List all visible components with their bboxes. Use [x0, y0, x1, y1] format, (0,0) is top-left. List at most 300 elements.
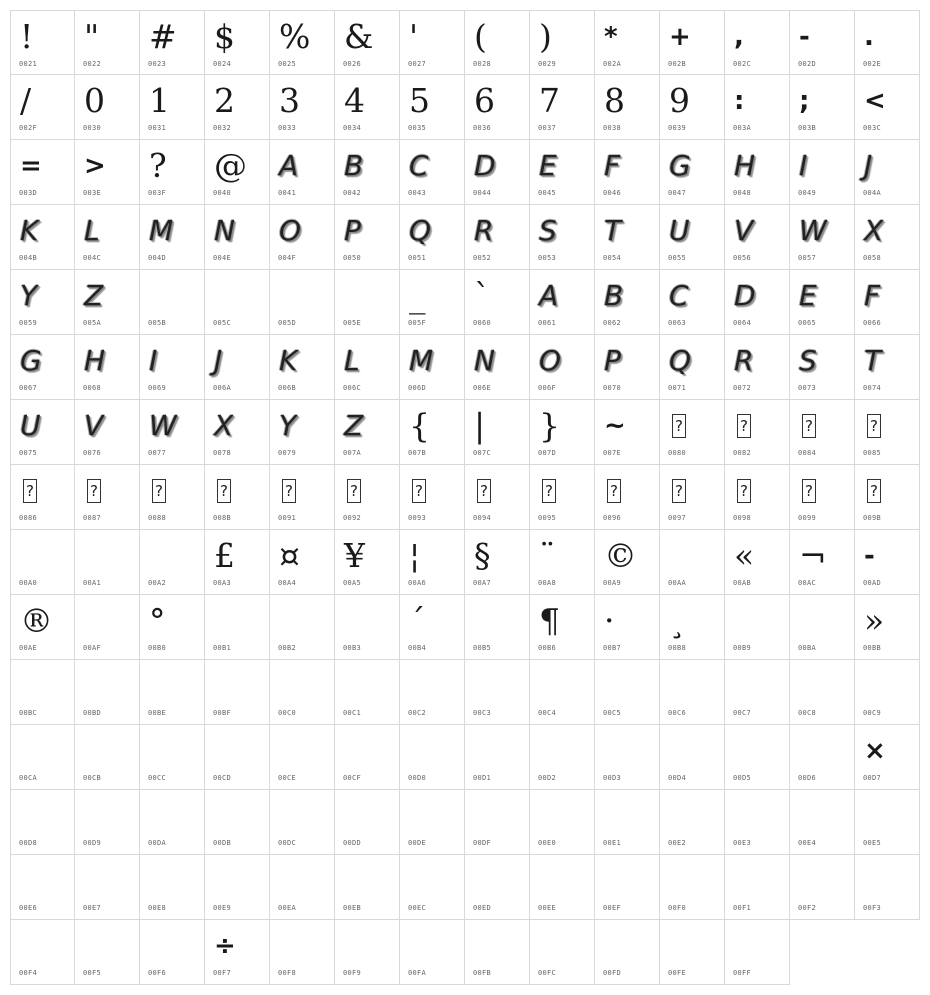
glyph-cell[interactable] [335, 920, 400, 985]
glyph-cell[interactable] [140, 140, 205, 205]
glyph-cell[interactable] [790, 465, 855, 530]
glyph-cell[interactable] [140, 270, 205, 335]
codepoint-label: 0051 [408, 254, 427, 262]
glyph-cell[interactable] [75, 595, 140, 660]
glyph-cell[interactable] [205, 725, 270, 790]
glyph-cell[interactable] [725, 335, 790, 400]
glyph-cell[interactable] [75, 530, 140, 595]
glyph-cell[interactable] [855, 790, 920, 855]
glyph-cell[interactable] [595, 400, 660, 465]
glyph-cell[interactable] [140, 855, 205, 920]
glyph-cell[interactable] [725, 660, 790, 725]
glyph-cell[interactable] [140, 465, 205, 530]
glyph-cell[interactable] [75, 10, 140, 75]
glyph-cell[interactable] [465, 855, 530, 920]
glyph-cell[interactable] [75, 400, 140, 465]
codepoint-label: 0061 [538, 319, 557, 327]
glyph-cell[interactable] [10, 465, 75, 530]
glyph-cell[interactable] [10, 920, 75, 985]
glyph-character: C [669, 279, 689, 312]
glyph-cell[interactable] [75, 920, 140, 985]
glyph-cell[interactable] [530, 530, 595, 595]
glyph-cell[interactable] [400, 335, 465, 400]
glyph-cell[interactable] [855, 270, 920, 335]
glyph-cell[interactable] [400, 270, 465, 335]
missing-glyph-icon: ? [802, 479, 816, 503]
glyph-cell[interactable] [205, 790, 270, 855]
glyph-cell[interactable] [595, 790, 660, 855]
glyph-cell[interactable] [530, 270, 595, 335]
glyph-cell[interactable] [660, 790, 725, 855]
codepoint-label: 00D5 [733, 774, 752, 782]
glyph-cell[interactable] [465, 595, 530, 660]
glyph-cell[interactable] [270, 140, 335, 205]
codepoint-label: 006F [538, 384, 557, 392]
glyph-cell[interactable] [855, 855, 920, 920]
codepoint-label: 0048 [733, 189, 752, 197]
glyph-cell[interactable] [465, 270, 530, 335]
codepoint-label: 00D6 [798, 774, 817, 782]
glyph-cell[interactable] [855, 660, 920, 725]
glyph-cell[interactable] [790, 205, 855, 270]
glyph-cell[interactable] [140, 790, 205, 855]
glyph-character: < [864, 86, 886, 116]
glyph-cell[interactable] [270, 400, 335, 465]
codepoint-label: 005C [213, 319, 232, 327]
codepoint-label: 00FE [668, 969, 687, 977]
glyph-cell[interactable] [10, 725, 75, 790]
glyph-cell[interactable] [400, 75, 465, 140]
glyph-character: ! [20, 17, 34, 56]
codepoint-label: 0068 [83, 384, 102, 392]
glyph-cell[interactable] [75, 270, 140, 335]
codepoint-label: 0085 [863, 449, 882, 457]
glyph-cell[interactable] [335, 10, 400, 75]
glyph-cell[interactable] [205, 400, 270, 465]
glyph-cell[interactable] [140, 205, 205, 270]
missing-glyph-icon: ? [412, 479, 426, 503]
glyph-cell[interactable] [270, 855, 335, 920]
glyph-cell[interactable] [660, 855, 725, 920]
glyph-cell[interactable] [335, 270, 400, 335]
glyph-cell[interactable] [660, 10, 725, 75]
glyph-cell[interactable] [205, 335, 270, 400]
glyph-cell[interactable] [335, 855, 400, 920]
glyph-cell[interactable] [790, 10, 855, 75]
glyph-cell[interactable] [140, 920, 205, 985]
glyph-cell[interactable] [335, 725, 400, 790]
glyph-character: E [799, 279, 817, 312]
glyph-character: M [149, 214, 174, 247]
glyph-cell[interactable] [855, 335, 920, 400]
glyph-cell[interactable] [335, 465, 400, 530]
codepoint-label: 0094 [473, 514, 492, 522]
glyph-cell[interactable] [270, 660, 335, 725]
glyph-cell[interactable] [725, 530, 790, 595]
glyph-cell[interactable] [595, 270, 660, 335]
glyph-cell[interactable] [855, 400, 920, 465]
glyph-cell[interactable] [465, 465, 530, 530]
glyph-cell[interactable] [335, 205, 400, 270]
glyph-cell[interactable] [10, 335, 75, 400]
glyph-character: F [604, 149, 621, 182]
glyph-cell[interactable] [530, 595, 595, 660]
glyph-character: , [734, 22, 744, 52]
glyph-cell[interactable] [10, 595, 75, 660]
glyph-character: N [474, 344, 495, 377]
glyph-cell[interactable] [725, 400, 790, 465]
glyph-cell[interactable] [205, 270, 270, 335]
glyph-cell[interactable] [270, 465, 335, 530]
glyph-cell[interactable] [790, 855, 855, 920]
glyph-cell[interactable] [270, 10, 335, 75]
glyph-cell[interactable] [595, 465, 660, 530]
codepoint-label: 0071 [668, 384, 687, 392]
glyph-cell[interactable] [790, 140, 855, 205]
glyph-cell[interactable] [660, 140, 725, 205]
glyph-cell[interactable] [855, 595, 920, 660]
glyph-cell[interactable] [140, 400, 205, 465]
glyph-cell[interactable] [595, 205, 660, 270]
glyph-character: 9 [669, 81, 690, 120]
glyph-character: W [799, 214, 827, 247]
glyph-cell[interactable] [335, 530, 400, 595]
glyph-cell[interactable] [530, 725, 595, 790]
codepoint-label: 0080 [668, 449, 687, 457]
glyph-cell[interactable] [205, 10, 270, 75]
codepoint-label: 00D3 [603, 774, 622, 782]
glyph-cell[interactable] [595, 335, 660, 400]
glyph-cell[interactable] [530, 140, 595, 205]
glyph-cell[interactable] [205, 855, 270, 920]
glyph-cell[interactable] [725, 725, 790, 790]
glyph-cell[interactable] [790, 660, 855, 725]
glyph-character: 5 [409, 81, 430, 120]
glyph-character: K [279, 344, 298, 377]
glyph-cell[interactable] [75, 140, 140, 205]
codepoint-label: 00F4 [19, 969, 38, 977]
codepoint-label: 00E8 [148, 904, 167, 912]
glyph-character: " [84, 17, 100, 56]
codepoint-label: 00F5 [83, 969, 102, 977]
glyph-cell[interactable] [140, 530, 205, 595]
glyph-cell[interactable] [660, 595, 725, 660]
glyph-cell[interactable] [660, 335, 725, 400]
glyph-cell[interactable] [855, 10, 920, 75]
glyph-cell[interactable] [595, 75, 660, 140]
glyph-cell[interactable] [465, 725, 530, 790]
glyph-cell[interactable] [205, 205, 270, 270]
glyph-cell[interactable] [140, 660, 205, 725]
missing-glyph-icon: ? [477, 479, 491, 503]
glyph-cell[interactable] [75, 75, 140, 140]
glyph-cell[interactable] [595, 725, 660, 790]
glyph-cell[interactable] [10, 205, 75, 270]
glyph-character: J [864, 149, 873, 182]
glyph-cell[interactable] [205, 595, 270, 660]
glyph-character: N [214, 214, 235, 247]
codepoint-label: 00C9 [863, 709, 882, 717]
glyph-cell[interactable] [10, 530, 75, 595]
glyph-cell[interactable] [660, 725, 725, 790]
glyph-cell[interactable] [270, 530, 335, 595]
glyph-cell[interactable] [530, 790, 595, 855]
glyph-cell[interactable] [790, 595, 855, 660]
glyph-cell[interactable] [75, 335, 140, 400]
glyph-cell[interactable] [400, 465, 465, 530]
glyph-cell[interactable] [660, 75, 725, 140]
glyph-cell[interactable] [205, 465, 270, 530]
glyph-cell[interactable] [10, 660, 75, 725]
glyph-cell[interactable] [595, 10, 660, 75]
glyph-character: O [279, 214, 302, 247]
glyph-cell[interactable] [530, 465, 595, 530]
codepoint-label: 00AA [668, 579, 687, 587]
codepoint-label: 00AC [798, 579, 817, 587]
glyph-cell[interactable] [790, 790, 855, 855]
glyph-cell[interactable] [725, 10, 790, 75]
glyph-character: E [539, 149, 557, 182]
codepoint-label: 0065 [798, 319, 817, 327]
glyph-cell[interactable] [75, 205, 140, 270]
glyph-cell[interactable] [465, 400, 530, 465]
codepoint-label: 00FF [733, 969, 752, 977]
glyph-character: $ [214, 17, 235, 56]
glyph-cell[interactable] [725, 595, 790, 660]
glyph-cell[interactable] [595, 660, 660, 725]
glyph-cell[interactable] [595, 530, 660, 595]
glyph-cell[interactable] [75, 725, 140, 790]
glyph-character: _ [409, 276, 426, 315]
glyph-cell[interactable] [725, 75, 790, 140]
glyph-cell[interactable] [270, 595, 335, 660]
glyph-cell[interactable] [75, 855, 140, 920]
glyph-cell[interactable] [725, 855, 790, 920]
glyph-cell[interactable] [660, 205, 725, 270]
glyph-cell[interactable] [790, 530, 855, 595]
codepoint-label: 0077 [148, 449, 167, 457]
glyph-cell[interactable] [10, 10, 75, 75]
codepoint-label: 00D0 [408, 774, 427, 782]
glyph-cell[interactable] [790, 75, 855, 140]
glyph-cell[interactable] [400, 400, 465, 465]
codepoint-label: 00B8 [668, 644, 687, 652]
codepoint-label: 00A4 [278, 579, 297, 587]
glyph-cell[interactable] [855, 205, 920, 270]
codepoint-label: 00C5 [603, 709, 622, 717]
glyph-cell[interactable] [790, 400, 855, 465]
glyph-cell[interactable] [790, 270, 855, 335]
glyph-cell[interactable] [465, 140, 530, 205]
codepoint-label: 00C6 [668, 709, 687, 717]
codepoint-label: 0062 [603, 319, 622, 327]
glyph-cell[interactable] [400, 530, 465, 595]
glyph-cell[interactable] [140, 10, 205, 75]
glyph-cell[interactable] [660, 920, 725, 985]
glyph-cell[interactable] [400, 920, 465, 985]
glyph-cell[interactable] [660, 660, 725, 725]
glyph-cell[interactable] [465, 335, 530, 400]
glyph-character: ° [149, 601, 166, 640]
codepoint-label: 00C0 [278, 709, 297, 717]
glyph-character: · [604, 601, 615, 640]
glyph-character: H [734, 149, 756, 182]
codepoint-label: 00DF [473, 839, 492, 847]
codepoint-label: 0054 [603, 254, 622, 262]
glyph-cell[interactable] [725, 205, 790, 270]
glyph-cell[interactable] [400, 790, 465, 855]
codepoint-label: 0060 [473, 319, 492, 327]
codepoint-label: 003C [863, 124, 882, 132]
glyph-cell[interactable] [660, 400, 725, 465]
glyph-cell[interactable] [140, 75, 205, 140]
glyph-cell[interactable] [465, 920, 530, 985]
glyph-character: ¶ [539, 601, 560, 640]
glyph-cell[interactable] [270, 790, 335, 855]
glyph-cell[interactable] [465, 530, 530, 595]
glyph-character: W [149, 409, 177, 442]
glyph-cell[interactable] [530, 855, 595, 920]
glyph-cell[interactable] [855, 725, 920, 790]
codepoint-label: 006C [343, 384, 362, 392]
glyph-cell[interactable] [595, 920, 660, 985]
missing-glyph-icon: ? [802, 414, 816, 438]
glyph-cell[interactable] [725, 140, 790, 205]
glyph-cell[interactable] [10, 270, 75, 335]
glyph-cell[interactable] [335, 790, 400, 855]
codepoint-label: 00E7 [83, 904, 102, 912]
glyph-cell[interactable] [270, 205, 335, 270]
glyph-character: { [409, 406, 430, 445]
glyph-cell[interactable] [75, 660, 140, 725]
glyph-cell[interactable] [725, 920, 790, 985]
glyph-cell[interactable] [140, 595, 205, 660]
glyph-cell[interactable] [595, 140, 660, 205]
glyph-cell[interactable] [205, 920, 270, 985]
glyph-character: ® [20, 601, 53, 640]
glyph-character: 2 [214, 81, 235, 120]
glyph-cell[interactable] [400, 595, 465, 660]
glyph-cell[interactable] [465, 205, 530, 270]
glyph-cell[interactable] [465, 10, 530, 75]
glyph-cell[interactable] [465, 660, 530, 725]
glyph-cell[interactable] [10, 855, 75, 920]
glyph-cell[interactable] [660, 465, 725, 530]
codepoint-label: 0078 [213, 449, 232, 457]
glyph-cell[interactable] [10, 400, 75, 465]
codepoint-label: 002D [798, 60, 817, 68]
glyph-cell[interactable] [205, 660, 270, 725]
codepoint-label: 0052 [473, 254, 492, 262]
glyph-cell[interactable] [855, 140, 920, 205]
glyph-cell[interactable] [725, 465, 790, 530]
glyph-cell[interactable] [140, 725, 205, 790]
glyph-cell[interactable] [270, 270, 335, 335]
glyph-cell[interactable] [335, 75, 400, 140]
codepoint-label: 0066 [863, 319, 882, 327]
glyph-character: A [539, 279, 559, 312]
glyph-cell[interactable] [530, 10, 595, 75]
glyph-cell[interactable] [335, 400, 400, 465]
glyph-cell[interactable] [270, 75, 335, 140]
glyph-cell[interactable] [530, 205, 595, 270]
glyph-character: V [734, 214, 754, 247]
glyph-cell[interactable] [725, 790, 790, 855]
glyph-cell[interactable] [790, 335, 855, 400]
glyph-cell[interactable] [465, 75, 530, 140]
glyph-character: . [864, 22, 874, 52]
glyph-character: ) [539, 17, 552, 56]
glyph-character: R [474, 214, 494, 247]
glyph-cell[interactable] [530, 400, 595, 465]
glyph-cell[interactable] [75, 790, 140, 855]
glyph-cell[interactable] [335, 335, 400, 400]
glyph-cell[interactable] [10, 790, 75, 855]
glyph-cell[interactable] [465, 790, 530, 855]
glyph-cell[interactable] [595, 855, 660, 920]
glyph-character: B [344, 149, 364, 182]
glyph-character: X [214, 409, 234, 442]
codepoint-label: 006B [278, 384, 297, 392]
glyph-cell[interactable] [140, 335, 205, 400]
codepoint-label: 0067 [19, 384, 38, 392]
glyph-cell[interactable] [530, 335, 595, 400]
glyph-cell[interactable] [10, 75, 75, 140]
glyph-cell[interactable] [270, 920, 335, 985]
glyph-cell[interactable] [400, 855, 465, 920]
glyph-character: S [539, 214, 557, 247]
glyph-cell[interactable] [530, 75, 595, 140]
codepoint-label: 00CE [278, 774, 297, 782]
glyph-cell[interactable] [335, 140, 400, 205]
glyph-cell[interactable] [400, 660, 465, 725]
codepoint-label: 00A0 [19, 579, 38, 587]
glyph-cell[interactable] [400, 725, 465, 790]
glyph-cell[interactable] [205, 75, 270, 140]
glyph-cell[interactable] [660, 270, 725, 335]
codepoint-label: 00CF [343, 774, 362, 782]
glyph-cell[interactable] [205, 530, 270, 595]
glyph-cell[interactable] [270, 725, 335, 790]
glyph-character: ¸ [669, 601, 686, 640]
glyph-cell[interactable] [660, 530, 725, 595]
glyph-cell[interactable] [855, 75, 920, 140]
glyph-cell[interactable] [530, 660, 595, 725]
glyph-cell[interactable] [400, 10, 465, 75]
codepoint-label: 0070 [603, 384, 622, 392]
glyph-cell[interactable] [205, 140, 270, 205]
glyph-cell[interactable] [855, 465, 920, 530]
glyph-cell[interactable] [10, 140, 75, 205]
glyph-cell[interactable] [855, 530, 920, 595]
glyph-cell[interactable] [400, 140, 465, 205]
glyph-cell[interactable] [725, 270, 790, 335]
glyph-character: P [604, 344, 621, 377]
codepoint-label: 005B [148, 319, 167, 327]
glyph-cell[interactable] [530, 920, 595, 985]
codepoint-label: 00DB [213, 839, 232, 847]
glyph-cell[interactable] [595, 595, 660, 660]
glyph-cell[interactable] [335, 660, 400, 725]
codepoint-label: 00DA [148, 839, 167, 847]
missing-glyph-icon: ? [672, 479, 686, 503]
glyph-cell[interactable] [335, 595, 400, 660]
glyph-cell[interactable] [270, 335, 335, 400]
glyph-cell[interactable] [790, 725, 855, 790]
glyph-cell[interactable] [400, 205, 465, 270]
codepoint-label: 007A [343, 449, 362, 457]
glyph-cell[interactable] [75, 465, 140, 530]
